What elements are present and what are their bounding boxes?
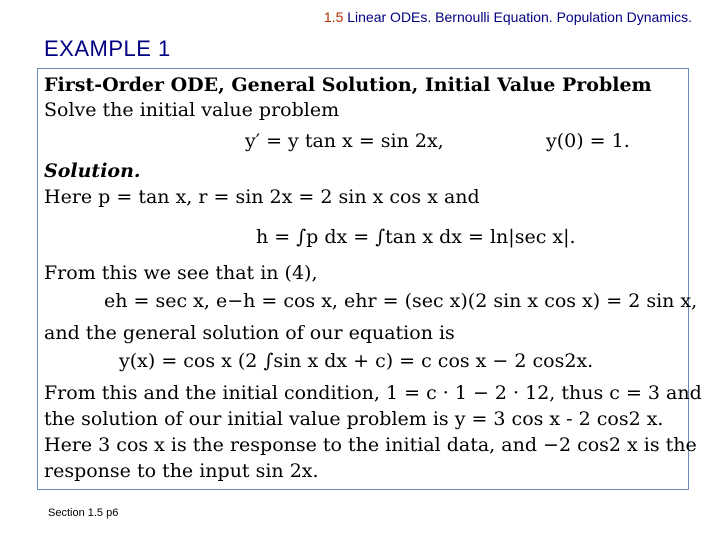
example-content-box: [37, 68, 702, 490]
section-title: Linear ODEs. Bernoulli Equation. Population Dynamics.: [347, 9, 692, 25]
eh-equation: eh = sec x, e−h = cos x, ehr = (sec x)(2 sin x cos x) = 2 sin x,: [104, 290, 698, 312]
initial-condition: y(0) = 1.: [546, 130, 630, 152]
general-solution-line: and the general solution of our equation is: [44, 322, 455, 344]
y-equation: y(x) = cos x (2 ∫sin x dx + c) = c cos x − 2 cos2x.: [119, 350, 594, 372]
page-footer: Section 1.5 p6: [48, 507, 119, 519]
example-title: EXAMPLE 1: [44, 36, 171, 61]
section-number: 1.5: [323, 9, 344, 25]
particular-solution-line: the solution of our initial value problem is y = 3 cos x - 2 cos2 x.: [44, 408, 664, 430]
response-line: Here 3 cos x is the response to the initial data, and −2 cos2 x is the: [44, 434, 697, 456]
ode-equation: y′ = y tan x = sin 2x,: [245, 130, 444, 152]
initial-condition-line: From this and the initial condition, 1 = c · 1 − 2 · 12, thus c = 3 and: [44, 382, 702, 404]
solution-label: Solution.: [44, 160, 141, 182]
section-header: [0, 9, 692, 25]
from-this-line: From this we see that in (4),: [44, 262, 318, 284]
problem-statement: Solve the initial value problem: [44, 99, 340, 121]
h-equation: h = ∫p dx = ∫tan x dx = ln|sec x|.: [256, 226, 576, 248]
example-heading: First-Order ODE, General Solution, Initial Value Problem: [44, 74, 652, 96]
here-line: Here p = tan x, r = sin 2x = 2 sin x cos x and: [44, 186, 480, 208]
input-response-line: response to the input sin 2x.: [44, 460, 319, 482]
